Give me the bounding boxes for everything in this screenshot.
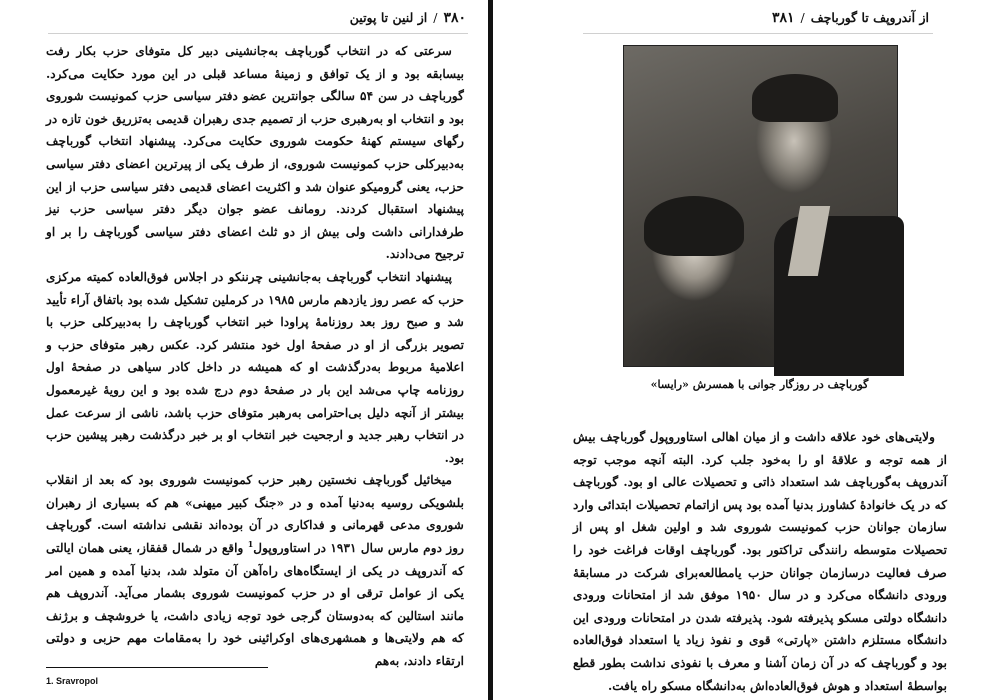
- left-page: [0, 0, 490, 700]
- left-header-rule: [48, 33, 468, 34]
- footnote-rule: [46, 667, 268, 668]
- left-page-number: ۳۸۰: [443, 10, 466, 26]
- right-header-rule: [583, 33, 933, 34]
- right-page-header: [772, 10, 929, 26]
- right-paragraph-1: ولایتی‌های خود علاقه داشت و از میان اهالی استاوروپول گورباچف بیش از همه توجه و علاقهٔ او را به‌خود جلب کرد. البته آنچه موجب توجه آندروپف به‌گورباچف شد استعداد ذاتی و تحصیلات عالی او بود. گورباچف که در یک خانوادهٔ کشاورز بدنیا آمده بود پس ازاتمام تحصیلات ابتدائی وارد سازمان جوانان حزب کمونیست شوروی شد و اولین شغل او پس از تحصیلات متوسطه رانندگی تراکتور بود. گورباچف اوقات فراغت خود را صرف فعالیت درسازمان جوانان حزب یامطالعه‌برای شرکت در مسابقهٔ ورودی دانشگاه می‌کرد و در سال ۱۹۵۰ موفق شد از امتحانات ورودی دانشگاه دولتی مسکو پذیرفته شود. پذیرفته شدن در امتحانات ورودی این دانشگاه مستلزم داشتن «پارتی» قوی و نفوذ زیاد یا استعداد فوق‌العاده بود و گورباچف که در آن زمان آشنا و معرف با نفوذی نداشت بطور قطع بواسطهٔ استعداد و هوش فوق‌العاده‌اش به‌دانشگاه مسکو راه یافت.: [573, 430, 947, 693]
- photo-man-hair: [752, 74, 838, 122]
- left-header-title: از لنین تا پوتین: [349, 10, 428, 25]
- footnote: 1. Sravropol: [46, 676, 99, 686]
- right-page-number: ۳۸۱: [771, 10, 795, 26]
- right-header-separator: /: [800, 10, 805, 25]
- left-paragraph-3: [46, 469, 464, 672]
- left-paragraph-3-end: واقع در شمال قفقاز، یعنی همان ایالتی که آندروپف در یکی از ایستگاه‌های راه‌آهن آن متولد شد، بدنیا آمده و همین امر یکی از عوامل ترقی او در حزب کمونیست شوروی بشمار می‌آید. آندروپف هم مانند استالین که به‌دوستان گرجی خود توجه زیادی داشت، یا خروشچف و برژنف که هم ولایتی‌ها و همشهری‌های اوکرائینی خود را به‌مقامات مهم حزبی و دولتی ارتقاء دادند، به‌هم: [46, 541, 464, 669]
- left-paragraph-2: پیشنهاد انتخاب گورباچف به‌جانشینی چرننکو در اجلاس فوق‌العاده کمیته مرکزی حزب که عصر روز یازدهم مارس ۱۹۸۵ در کرملین تشکیل شده بود باتفاق آراء تأیید شد و صبح روز بعد روزنامهٔ پراودا خبر انتخاب گورباچف را به‌دبیرکلی حزب با تصویر بزرگی از او در صفحهٔ اول خود منتشر کرد. عکس رهبر متوفای حزب و اعلامیهٔ مربوط به‌درگذشت او که همیشه در داخل کادر سیاهی در صفحهٔ اول روزنامه چاپ می‌شد این بار در صفحهٔ دوم درج شده بود و این رویهٔ غیرمعمول بیشتر از آنچه دلیل بی‌احترامی به‌رهبر متوفای حزب باشد، ناشی از سرعت عمل در انتخاب رهبر جدید و ارجحیت خبر انتخاب او بر خبر درگذشت رهبر پیشین حزب بود.: [45, 269, 464, 465]
- photo-woman-hair: [644, 196, 744, 256]
- right-page-body: [573, 426, 947, 693]
- portrait-photo: [623, 45, 898, 367]
- footnote-marker: 1: [247, 539, 254, 549]
- left-page-body: [45, 40, 464, 669]
- left-paragraph-1: سرعتی که در انتخاب گورباچف به‌جانشینی دبیر کل متوفای حزب بکار رفت بیسابقه بود و از یک توافق و زمینهٔ مساعد قبلی در این مورد حکایت می‌کرد. گورباچف در سن ۵۴ سالگی جوانترین عضو دفتر سیاسی حزب کمونیست شوروی بود و انتخاب او به‌رهبری حزب از تصمیم جدی رهبران قدیمی به‌تزریق خون تازه در رگهای سیستم کهنهٔ حکومت شوروی حکایت می‌کرد. پیشنهاد انتخاب گورباچف به‌دبیرکلی حزب کمونیست شوروی، از طرف یکی از پیرترین اعضای دفتر سیاسی حزب، یعنی گرومیکو عنوان شد و اکثریت اعضای قدیمی دفتر سیاسی حزب از این پیشنهاد استقبال کردند. رومانف عضو جوان دیگر دفتر سیاسی حزب نیز طرفدارانی داشت ولی بیش از دو ثلث اعضای دفتر سیاسی گورباچف را بر او ترجیح می‌دادند.: [46, 44, 464, 262]
- right-page: [493, 0, 981, 700]
- photo-caption: گورباچف در روزگار جوانی با همسرش «رایسا»: [650, 378, 869, 391]
- left-paragraph-3-start: میخائیل گورباچف نخستین رهبر حزب کمونیست شوروی بود که بعد از انقلاب بلشویکی روسیه به‌دنیا آمده و در «جنگ کبیر میهنی» هم که بسیاری از رهبران شوروی مدعی قهرمانی و فداکاری در آن بوده‌اند نقشی نداشته است. گورباچف روز دوم مارس سال ۱۹۳۱ در استاوروپول: [46, 473, 464, 556]
- left-page-header: [350, 10, 466, 26]
- right-header-title: از آندروپف تا گورباچف: [810, 10, 929, 25]
- left-header-separator: /: [433, 10, 438, 25]
